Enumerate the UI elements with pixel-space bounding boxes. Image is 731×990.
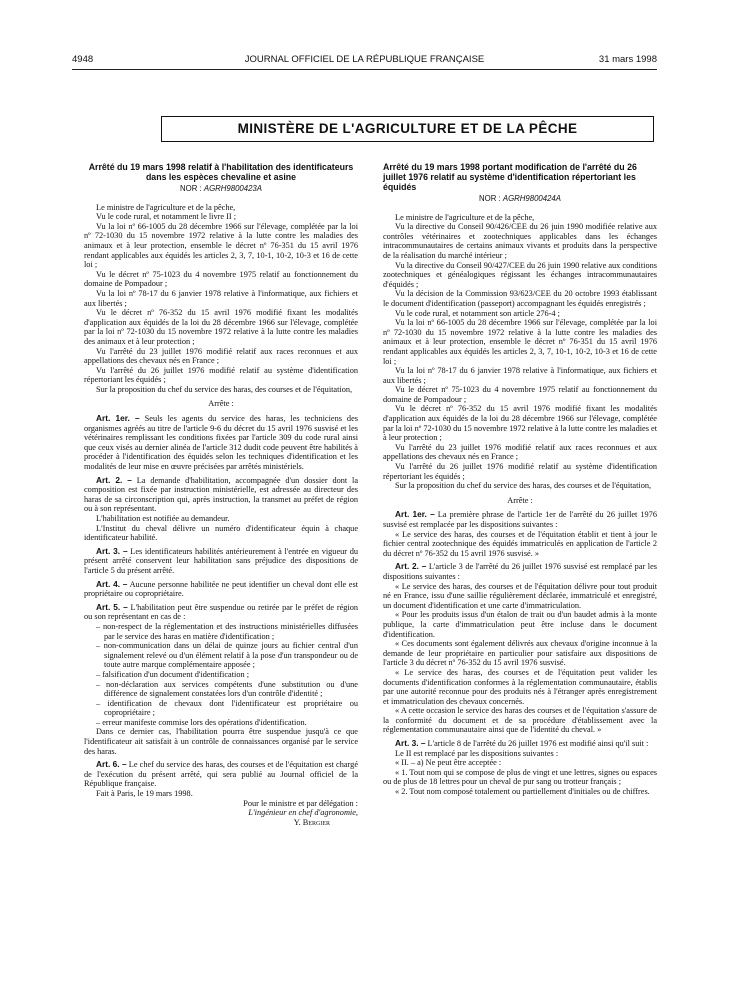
ministry-banner: MINISTÈRE DE L'AGRICULTURE ET DE LA PÊCHE: [161, 116, 654, 142]
preamble-line: Vu le décret nº 75-1023 du 4 novembre 1975 relatif au fonctionnement du domaine de Pompadour ;: [84, 269, 358, 289]
nor-code: AGRH9800424A: [502, 194, 561, 203]
preamble-line: Le ministre de l'agriculture et de la pêche,: [96, 202, 236, 212]
article-1: [84, 414, 358, 472]
preamble-line: Vu la loi nº 78-17 du 6 janvier 1978 relative à l'informatique, aux fichiers et aux libertés ;: [383, 366, 657, 385]
preamble-line: Le ministre de l'agriculture et de la pêche,: [395, 212, 535, 222]
decree-title: Arrêté du 19 mars 1998 portant modification de l'arrêté du 26 juillet 1976 relatif au système d'identification répertoriant les équidés: [383, 162, 637, 192]
page-number: 4948: [72, 54, 94, 65]
article-label: Art. 4. –: [96, 578, 128, 589]
article-text: L'habilitation peut être suspendue ou retirée par le préfet de région ou son représentant en cas de :: [84, 602, 359, 622]
article-text: « II. – a) Ne peut être acceptée :: [395, 758, 502, 768]
article-quote: « Le service des haras, des courses et de l'équitation peut valider les documents d'identification conformes à la réglementation communautaire, établis par une autorité reconnue pour des produits nés à l'étranger après enregistrement et immatriculation des chevaux concernés.: [383, 667, 657, 706]
article-4: [84, 580, 358, 599]
article-text: Dans ce dernier cas, l'habilitation pourra être suspendue jusqu'à ce que l'identificateur ait satisfait à un contrôle de connaissances organisé par le service des haras.: [84, 727, 358, 756]
journal-title: JOURNAL OFFICIEL DE LA RÉPUBLIQUE FRANÇAISE: [244, 54, 485, 65]
article-label: Art. 2. –: [96, 474, 132, 485]
article-label: Art. 3. –: [96, 545, 128, 556]
article-label: Art. 2. –: [395, 561, 427, 572]
preamble-line: Vu le code rural, et notamment son article 276-4 ;: [395, 308, 560, 318]
header-rule: [72, 69, 657, 70]
article-quote: « A cette occasion le service des haras des courses et de l'équitation s'assure de la conformité du document et de sa procédure d'établissement avec la réglementation communautaire ainsi que de l'identité du cheval. »: [383, 706, 657, 735]
preamble-line: Vu le décret nº 76-352 du 15 avril 1976 modifié fixant les modalités d'application aux équidés de la loi du 28 décembre 1966 sur l'élevage, complétée par la loi nº 72-1030 du 15 novembre 1972 relative à la lutte contre les maladies des animaux et à leur protection ;: [84, 308, 358, 346]
preamble-line: Sur la proposition du chef du service des haras, des courses et de l'équitation,: [96, 384, 353, 394]
signing-place-date: Fait à Paris, le 19 mars 1998.: [96, 789, 193, 799]
nor-label: NOR :: [479, 194, 501, 203]
preamble-line: Vu la loi nº 66-1005 du 28 décembre 1966 sur l'élevage, complétée par la loi nº 72-1030 du 15 novembre 1972 relative à la lutte contre les maladies des animaux et à leur protection, ensemble le décret nº 76-351 du 15 avril 1976 rendant applicables aux équidés les articles 2, 3, 7, 10-1, 10-2, 10-3 et 16 de cette loi ;: [84, 221, 358, 270]
preamble-line: Vu l'arrêté du 26 juillet 1976 modifié relatif au système d'identification répertoriant les équidés ;: [383, 462, 657, 481]
decree-title: Arrêté du 19 mars 1998 relatif à l'habilitation des identificateurs dans les espèces chevaline et asine: [88, 162, 354, 182]
preamble-line: Sur la proposition du chef du service des haras, des courses et de l'équitation,: [395, 481, 652, 491]
article-text: L'article 3 de l'arrêté du 26 juillet 1976 susvisé est remplacé par les dispositions suivantes :: [383, 562, 658, 581]
right-column: [383, 162, 657, 797]
list-item: – non-respect de la réglementation et des instructions ministérielles diffusées par le service des haras en matière d'identification ;: [96, 622, 358, 641]
article-2: [84, 476, 358, 514]
list-item: – erreur manifeste commise lors des opérations d'identification.: [96, 718, 358, 728]
article-label: Art. 3. –: [395, 738, 426, 749]
article-text: L'habilitation est notifiée au demandeur.: [96, 514, 230, 523]
article-text: Le chef du service des haras, des courses et de l'équitation est chargé de l'exécution du présent arrêté, qui sera publié au Journal officiel de la République française.: [84, 760, 359, 789]
nor-code: AGRH9800423A: [203, 184, 262, 193]
article-quote: « Ces documents sont également délivrés aux chevaux d'origine inconnue à la demande de leur propriétaire en particulier pour satisfaire aux dispositions de l'article 3 du décret nº 76-352 du 15 avril 1976 susvisé.: [383, 639, 657, 668]
page-header: [72, 54, 657, 68]
preamble-line: Vu la directive du Conseil 90/426/CEE du 26 juin 1990 modifiée relative aux contrôles vétérinaires et zootechniques applicables dans les échanges intracommunautaires de certains animaux vivants et produits dans la perspective de la réalisation du marché intérieur ;: [383, 222, 657, 260]
article-label: Art. 5. –: [96, 601, 128, 612]
article-3: [383, 739, 657, 749]
article-quote: « Le service des haras, des courses et de l'équitation établit et tient à jour le fichier central zootechnique des équidés immatriculés en application de l'article 2 du décret nº 76-352 du 15 avril 1976 susvisé. »: [383, 529, 657, 558]
preamble-line: Vu l'arrêté du 23 juillet 1976 modifié relatif aux races reconnues et aux appellations des chevaux nés en France ;: [84, 346, 358, 366]
preamble-line: Vu la loi nº 66-1005 du 28 décembre 1966 sur l'élevage, complétée par la loi nº 72-1030 du 15 novembre 1972 relative à la lutte contre les maladies des animaux et à leur protection, ensemble le décret nº 76-351 du 15 avril 1976 rendant applicables aux équidés les articles 2, 3, 7, 10-1, 10-2, 10-3 et 16 de cette loi ;: [383, 318, 657, 366]
article-text: « 1. Tout nom qui se compose de plus de vingt et une lettres, signes ou espaces ou de plus de 18 lettres pour un cheval de pur sang ou trotteur français ;: [383, 767, 657, 787]
article-label: Art. 6. –: [96, 759, 127, 770]
article-text: La première phrase de l'article 1er de l'arrêté du 26 juillet 1976 susvisé est remplacée par les dispositions suivantes :: [383, 510, 657, 529]
article-5: [84, 603, 358, 622]
arrete-heading: Arrête :: [208, 399, 234, 409]
preamble-line: Vu la directive du Conseil 90/427/CEE du 26 juin 1990 relative aux conditions zootechniques et généalogiques régissant les échanges intracommunautaires d'équidés ;: [383, 260, 657, 289]
article-text: Seuls les agents du service des haras, les techniciens des organismes agréés au titre de l'article 9-6 du décret du 15 avril 1976 susvisé et les vétérinaires remplissant les conditions fixées par l'article 309 du code rural ainsi que ceux visés au dernier alinéa de l'article 312 dudit code peuvent être habilités à procéder à l'identification des équidés selon les techniques d'identification et les modalités de leur mise en œuvre précisées par arrêtés ministériels.: [84, 414, 358, 472]
article-3: [84, 547, 358, 576]
article-text: La demande d'habilitation, accompagnée d'un dossier dont la composition est fixée par instruction ministérielle, est adressée au directeur des haras de sa circonscription qui, après instruction, la transmet au préfet de région ou à son représentant.: [84, 475, 358, 514]
list-item: – non-déclaration aux services compétents d'une substitution ou d'une différence de signalement constatées lors d'un contrôle d'identité ;: [96, 680, 358, 699]
left-column: [84, 162, 358, 827]
list-item: – identification de chevaux dont l'identificateur est propriétaire ou copropriétaire ;: [96, 699, 358, 718]
signatory-name: Y. Bergier: [293, 817, 330, 827]
list-item: – falsification d'un document d'identification ;: [96, 670, 358, 680]
issue-date: 31 mars 1998: [598, 54, 657, 65]
preamble-line: Vu le code rural, et notamment le livre II ;: [96, 212, 237, 222]
article-text: Aucune personne habilitée ne peut identifier un cheval dont elle est propriétaire ou copropriétaire.: [84, 579, 358, 599]
nor-label: NOR :: [180, 184, 202, 193]
delegation-line: Pour le ministre et par délégation :: [243, 798, 358, 808]
nor-reference: [383, 194, 657, 204]
article-5-list: [84, 622, 358, 728]
article-1: [383, 510, 657, 529]
article-text: Le II est remplacé par les dispositions suivantes :: [395, 748, 559, 758]
article-text: « 2. Tout nom composé totalement ou partiellement d'initiales ou de chiffres.: [395, 787, 650, 797]
signatory-role: [84, 808, 358, 818]
preamble-line: Vu la loi nº 78-17 du 6 janvier 1978 relative à l'informatique, aux fichiers et aux libertés ;: [84, 288, 358, 308]
preamble-line: Vu l'arrêté du 26 juillet 1976 modifié relatif au système d'identification répertoriant les équidés ;: [84, 365, 358, 385]
article-quote: « Pour les produits issus d'un étalon de trait ou d'un baudet admis à la monte publique, la carte d'immatriculation peut être incluse dans le document d'identification.: [383, 610, 657, 639]
article-quote: « Le service des haras, des courses et de l'équitation délivre pour tout produit né en France, issu d'une saillie régulièrement déclarée, immatriculé et enregistré, un document d'identification et une carte d'immatriculation.: [383, 581, 657, 610]
preamble-line: Vu le décret nº 75-1023 du 4 novembre 1975 relatif au fonctionnement du domaine de Pompadour ;: [383, 385, 657, 404]
preamble-line: Vu le décret nº 76-352 du 15 avril 1976 modifié fixant les modalités d'application aux équidés de la loi du 28 décembre 1966 sur l'élevage, complétée par la loi nº 72-1030 du 15 novembre 1972 relative à la lutte contre les maladies et à leur protection ;: [383, 404, 657, 443]
article-text: L'article 8 de l'arrêté du 26 juillet 1976 est modifié ainsi qu'il suit :: [427, 739, 649, 749]
article-label: Art. 1er. –: [395, 509, 435, 520]
preamble-line: Vu l'arrêté du 23 juillet 1976 modifié relatif aux races reconnues et aux appellations des chevaux nés en France ;: [383, 442, 657, 462]
role-text: L'ingénieur en chef d'agronomie,: [248, 808, 358, 818]
article-label: Art. 1er. –: [96, 413, 140, 424]
article-6: [84, 760, 358, 789]
article-2: [383, 562, 657, 581]
preamble-line: Vu la décision de la Commission 93/623/CEE du 20 octobre 1993 établissant le document d'identification (passeport) accompagnant les équidés enregistrés ;: [383, 289, 657, 308]
article-text: L'Institut du cheval délivre un numéro d'identificateur équin à chaque identificateur habilité.: [84, 523, 358, 543]
article-text: Les identificateurs habilités antérieurement à l'entrée en vigueur du présent arrêté conservent leur habilitation sans préjudice des dispositions de l'article 5 du présent arrêté.: [84, 546, 358, 575]
nor-reference: [84, 184, 358, 194]
list-item: – non-communication dans un délai de quinze jours au fichier central d'un signalement relevé ou d'un élément relatif à la pose d'un transpondeur ou de toute autre marque complémentaire apposée ;: [96, 641, 358, 670]
arrete-heading: Arrête :: [507, 495, 533, 505]
